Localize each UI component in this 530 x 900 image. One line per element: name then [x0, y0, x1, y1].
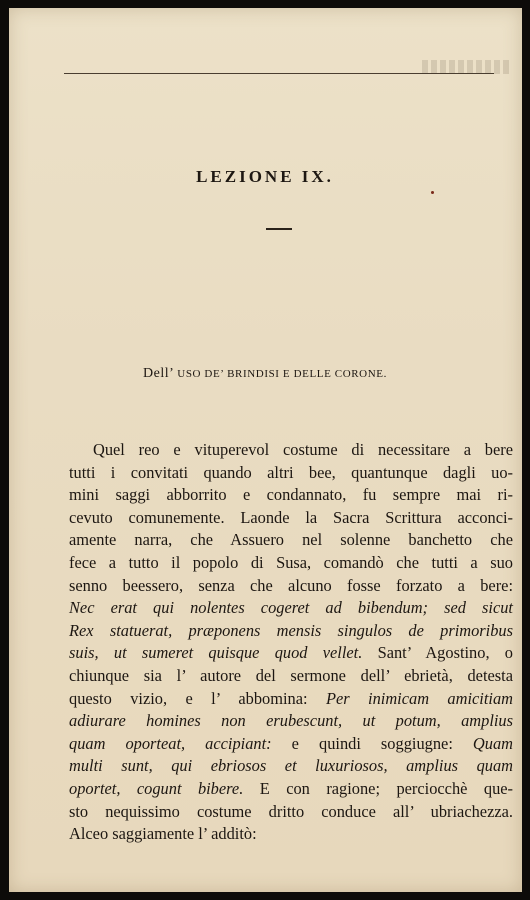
latin-quote: Quam: [472, 733, 513, 753]
text-line: [69, 462, 513, 485]
title-divider: [266, 228, 292, 230]
text-line: [69, 484, 513, 507]
text-line: [69, 778, 513, 801]
text-line: [69, 439, 513, 462]
subtitle-first: Dell’: [143, 366, 178, 381]
text-run: fece a tutto il popolo di Susa, comandò che tutti a suo: [69, 552, 513, 572]
text-run: senno beessero, senza che alcuno fosse forzato a bere:: [69, 575, 513, 595]
text-line: [69, 575, 513, 598]
text-run: Quel reo e vituperevol costume di necessitare a bere: [93, 440, 513, 459]
ink-spot: [431, 191, 434, 194]
bleed-through-text: [422, 60, 512, 74]
text-line: [69, 801, 513, 824]
text-line: [69, 755, 513, 778]
chapter-subtitle: [0, 366, 530, 382]
chapter-title: LEZIONE IX.: [196, 167, 334, 186]
text-line: [69, 688, 513, 711]
body-text: [69, 439, 513, 846]
text-run: Alceo saggiamente l’ additò:: [69, 824, 257, 844]
latin-quote: adiurare homines non erubescunt, ut potum, amplius: [69, 711, 513, 731]
text-line: [69, 665, 513, 688]
text-line: [69, 710, 513, 733]
text-run: mini saggi abborrito e condannato, fu sempre mai ri-: [69, 485, 513, 505]
latin-quote: Per inimicam amicitiam: [325, 688, 513, 708]
latin-quote: Rex statuerat, præponens mensis singulos de primoribus: [69, 620, 513, 640]
latin-quote: oportet, cogunt bibere.: [69, 778, 244, 798]
text-run: E con ragione; perciocchè que-: [243, 778, 513, 798]
text-line: [69, 620, 513, 643]
latin-quote: multi sunt, qui ebriosos et luxuriosos, amplius quam: [69, 756, 513, 776]
text-line: [69, 507, 513, 530]
text-line: [69, 552, 513, 575]
text-run: cevuto comunemente. Laonde la Sacra Scrittura acconci-: [69, 507, 513, 527]
text-line: [69, 823, 513, 846]
header-rule: [64, 73, 494, 74]
text-run: Sant’ Agostino, o: [362, 643, 513, 663]
latin-quote: Nec erat qui nolentes cogeret ad bibendum; sed sicut: [69, 598, 513, 618]
text-line: [69, 642, 513, 665]
text-run: chiunque sia l’ autore del sermone dell’ ebrietà, detesta: [69, 665, 513, 685]
text-run: e quindi soggiugne:: [271, 733, 473, 753]
latin-quote: suis, ut sumeret quisque quod vellet.: [69, 643, 363, 663]
text-line: [69, 597, 513, 620]
text-line: [69, 733, 513, 756]
latin-quote: quam oporteat, accipiant:: [69, 733, 272, 753]
text-run: amente narra, che Assuero nel solenne banchetto che: [69, 530, 513, 550]
subtitle-rest: USO DE’ BRINDISI E DELLE CORONE.: [177, 368, 387, 380]
text-run: questo vizio, e l’ abbomina:: [69, 688, 326, 708]
text-run: tutti i convitati quando altri bee, quantunque dagli uo-: [69, 462, 513, 482]
text-run: sto nequissimo costume dritto conduce all’ ubriachezza.: [69, 801, 513, 821]
text-line: [69, 529, 513, 552]
